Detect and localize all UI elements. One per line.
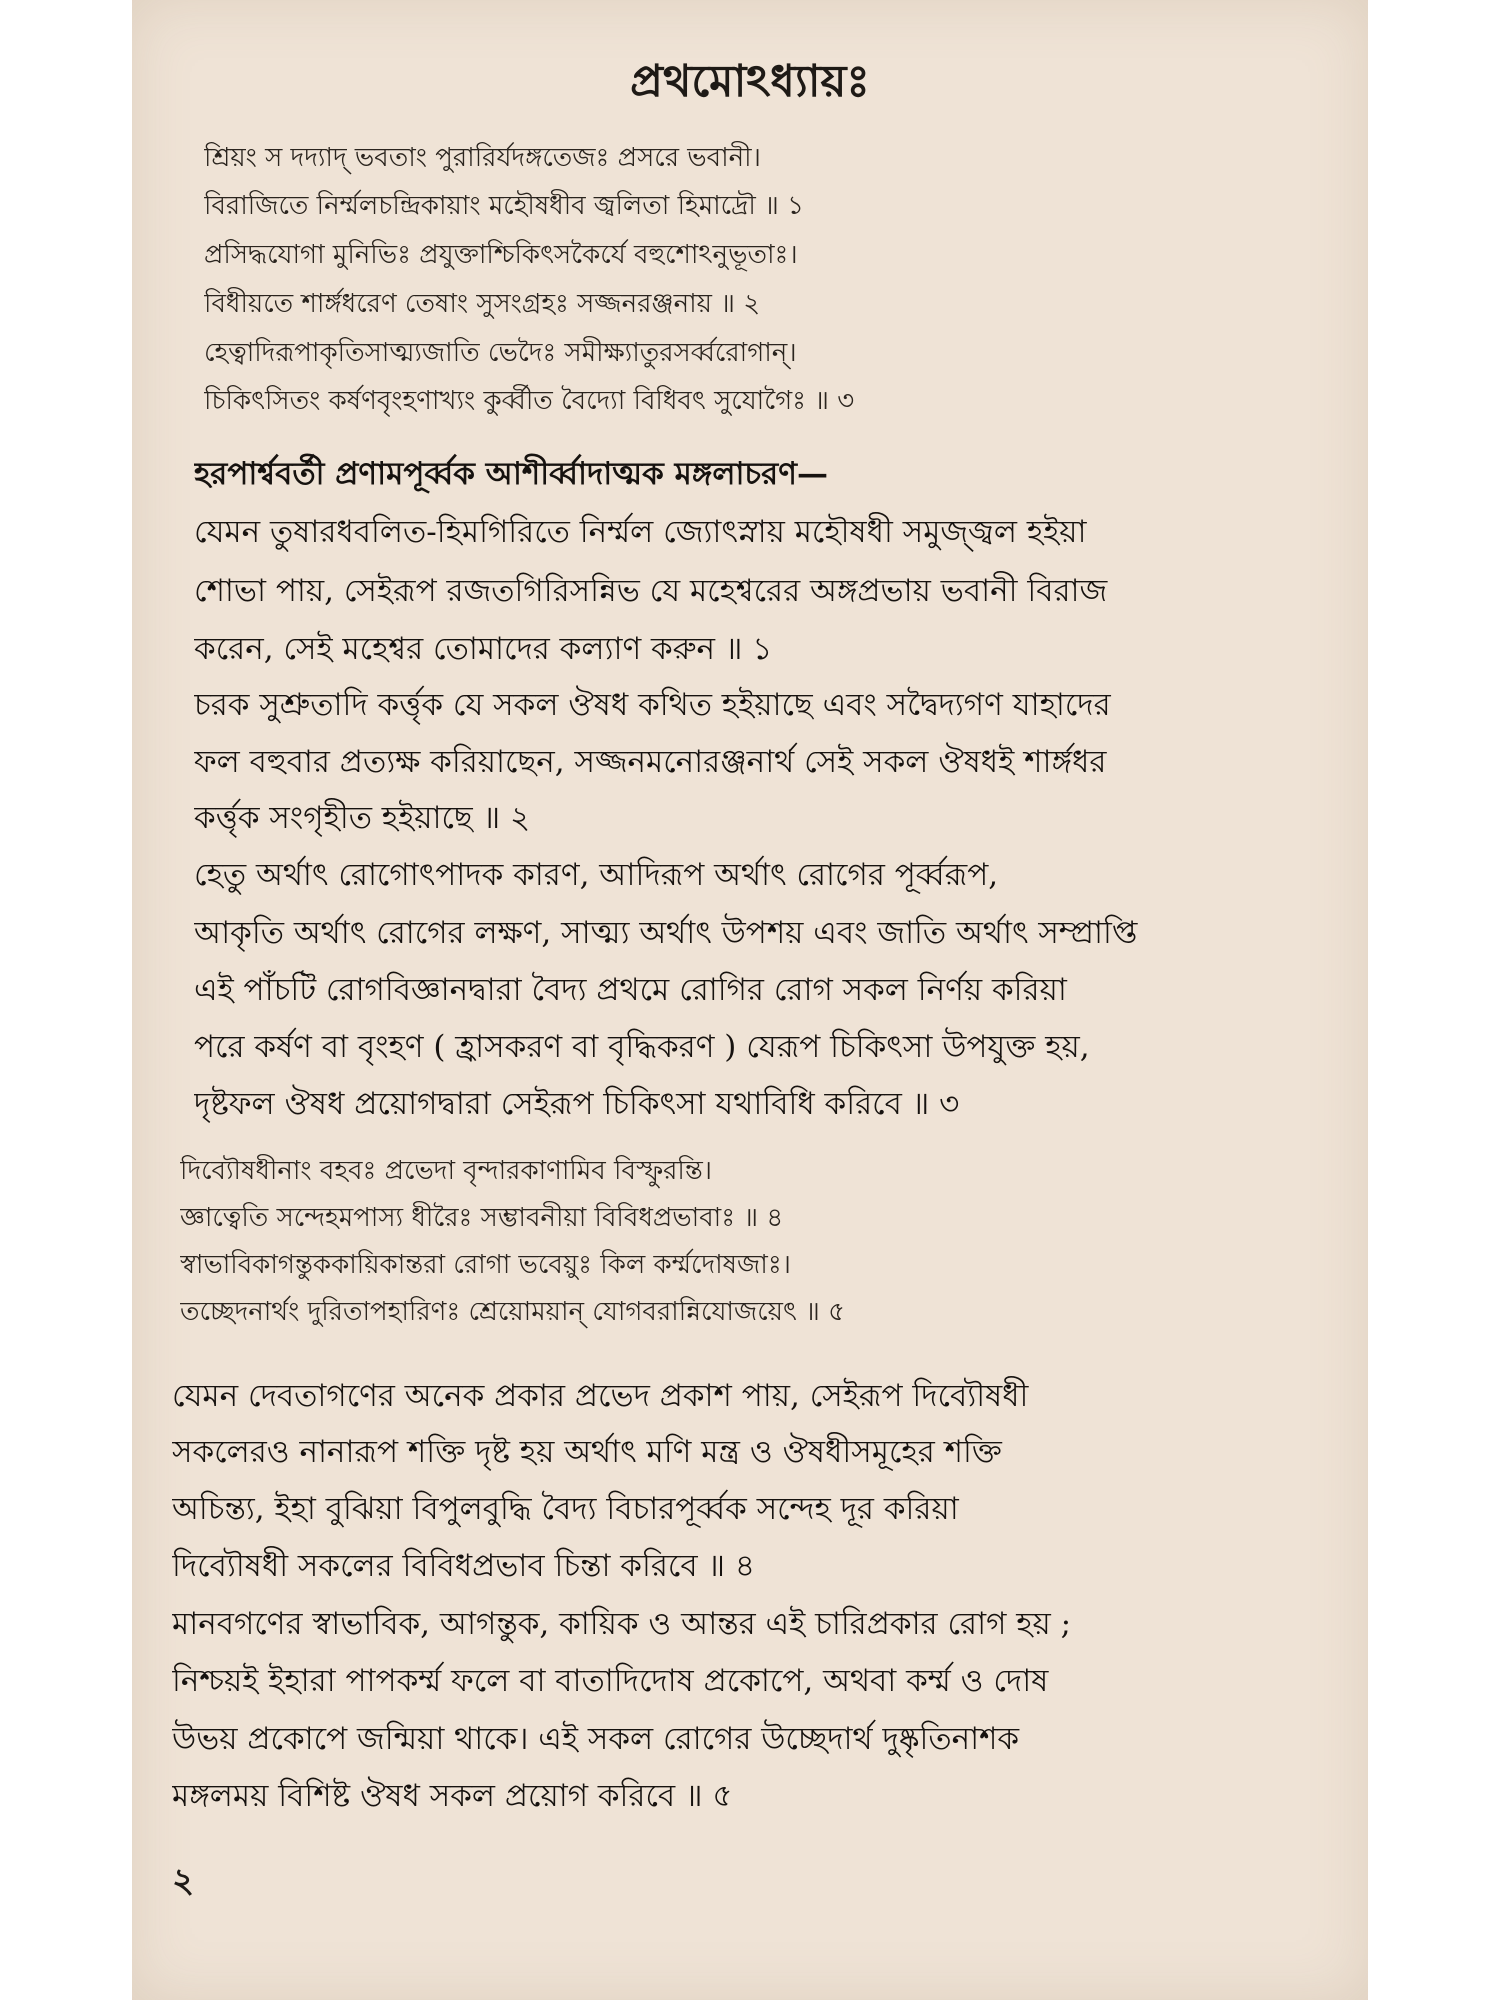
prose-line: যেমন দেবতাগণের অনেক প্রকার প্রভেদ প্রকাশ পায়, সেইরূপ দিব্যৌষধী [172,1378,1029,1414]
prose-line: মঙ্গলময় বিশিষ্ট ঔষধ সকল প্রয়োগ করিবে ॥ ৫ [172,1778,733,1814]
verse-line: শ্রিয়ং স দদ্যাদ্ ভবতাং পুরারির্যদঙ্গতেজঃ প্রসরে ভবানী। [204,143,761,173]
verse-line: বিধীয়তে শার্ঙ্গধরেণ তেষাং সুসংগ্রহঃ সজ্জনরঞ্জনায় ॥ ২ [204,289,761,319]
prose-line: করেন, সেই মহেশ্বর তোমাদের কল্যাণ করুন ॥ ১ [194,631,773,667]
prose-line: চরক সুশ্রুতাদি কর্ত্তৃক যে সকল ঔষধ কথিত হইয়াছে এবং সদ্বৈদ্যগণ যাহাদের [194,687,1111,723]
prose-line: যেমন তুষারধবলিত-হিমগিরিতে নির্ম্মল জ্যোৎস্নায় মহৌষধী সমুজ্জ্বল হইয়া [194,514,1087,550]
book-page [132,0,1368,2000]
verse-line: জ্ঞাত্বেতি সন্দেহমপাস্য ধীরৈঃ সম্ভাবনীয়া বিবিধপ্রভাবাঃ ॥ ৪ [180,1203,784,1233]
page-number: ২ [172,1861,195,1901]
verse-line: চিকিৎসিতং কর্ষণবৃংহণাখ্যং কুর্ব্বীত বৈদ্যো বিধিবৎ সুযোগৈঃ ॥ ৩ [204,386,855,416]
verse-line: দিব্যৌষধীনাং বহবঃ প্রভেদা বৃন্দারকাণামিব বিস্ফুরন্তি। [180,1156,713,1186]
prose-line: হেতু অর্থাৎ রোগোৎপাদক কারণ, আদিরূপ অর্থাৎ রোগের পূর্ব্বরূপ, [194,857,999,893]
verse-line: প্রসিদ্ধযোগা মুনিভিঃ প্রযুক্তাশ্চিকিৎসকৈর্যে বহুশোঽনুভূতাঃ। [204,240,798,270]
prose-line: নিশ্চয়ই ইহারা পাপকর্ম্ম ফলে বা বাতাদিদোষ প্রকোপে, অথবা কর্ম্ম ও দোষ [172,1663,1049,1699]
prose-line: আকৃতি অর্থাৎ রোগের লক্ষণ, সাত্ম্য অর্থাৎ উপশয় এবং জাতি অর্থাৎ সম্প্রাপ্তি [194,915,1138,951]
prose-line: কর্ত্তৃক সংগৃহীত হইয়াছে ॥ ২ [194,800,531,836]
invocation-heading: হরপার্শ্ববর্তী প্রণামপূর্ব্বক আশীর্ব্বাদাত্মক মঙ্গলাচরণ— [194,456,828,492]
prose-line: দৃষ্টফল ঔষধ প্রয়োগদ্বারা সেইরূপ চিকিৎসা যথাবিধি করিবে ॥ ৩ [194,1086,960,1122]
verse-line: হেত্বাদিরূপাকৃতিসাত্ম্যজাতি ভেদৈঃ সমীক্ষ্যাতুরসর্ব্বরোগান্। [204,338,797,368]
prose-line: পরে কর্ষণ বা বৃংহণ ( হ্রাসকরণ বা বৃদ্ধিকরণ ) যেরূপ চিকিৎসা উপযুক্ত হয়, [194,1029,1090,1065]
prose-line: শোভা পায়, সেইরূপ রজতগিরিসন্নিভ যে মহেশ্বরের অঙ্গপ্রভায় ভবানী বিরাজ [194,573,1108,609]
prose-line: অচিন্ত্য, ইহা বুঝিয়া বিপুলবুদ্ধি বৈদ্য বিচারপূর্ব্বক সন্দেহ দূর করিয়া [172,1491,959,1527]
prose-line: দিব্যৌষধী সকলের বিবিধপ্রভাব চিন্তা করিবে ॥ ৪ [172,1548,755,1584]
prose-line: এই পাঁচটি রোগবিজ্ঞানদ্বারা বৈদ্য প্রথমে রোগির রোগ সকল নির্ণয় করিয়া [194,972,1067,1008]
prose-line: মানবগণের স্বাভাবিক, আগন্তুক, কায়িক ও আন্তর এই চারিপ্রকার রোগ হয় ; [172,1606,1072,1642]
chapter-title: প্রথমোঽধ্যায়ঃ [630,56,870,107]
verse-line: বিরাজিতে নির্ম্মলচন্দ্রিকায়াং মহৌষধীব জ্বলিতা হিমাদ্রৌ ॥ ১ [204,191,804,221]
verse-line: স্বাভাবিকাগন্তুককায়িকান্তরা রোগা ভবেয়ুঃ কিল কর্ম্মদোষজাঃ। [180,1250,791,1280]
prose-line: ফল বহুবার প্রত্যক্ষ করিয়াছেন, সজ্জনমনোরঞ্জনার্থ সেই সকল ঔষধই শার্ঙ্গধর [194,744,1107,780]
prose-line: সকলেরও নানারূপ শক্তি দৃষ্ট হয় অর্থাৎ মণি মন্ত্র ও ঔষধীসমূহের শক্তি [172,1434,1002,1470]
verse-line: তচ্ছেদনার্থং দুরিতাপহারিণঃ শ্রেয়োময়ান্ যোগবরান্নিযোজয়েৎ ॥ ৫ [180,1297,845,1327]
prose-line: উভয় প্রকোপে জন্মিয়া থাকে। এই সকল রোগের উচ্ছেদার্থ দুষ্কৃতিনাশক [172,1721,1020,1757]
